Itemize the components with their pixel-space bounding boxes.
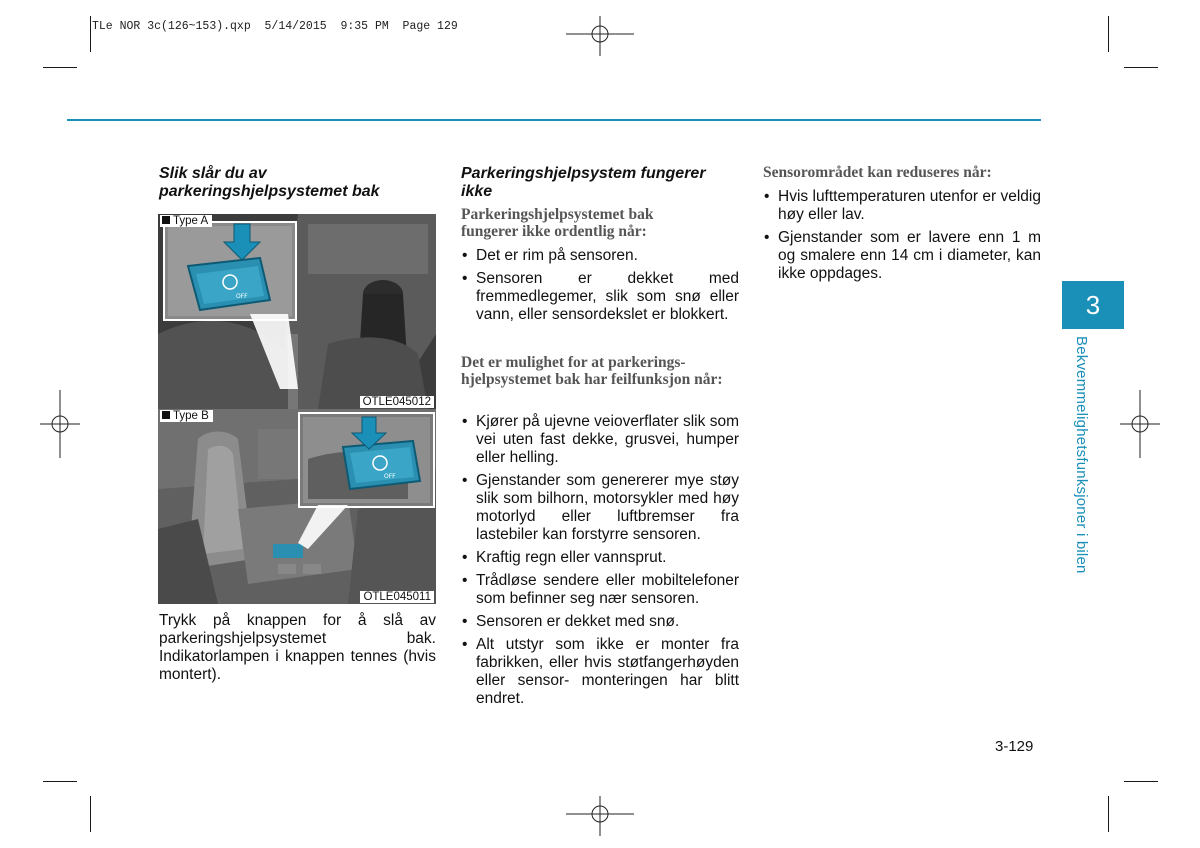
svg-text:OFF: OFF bbox=[384, 473, 396, 480]
crop-mark bbox=[1108, 16, 1109, 52]
list-item: • Kraftig regn eller vannsprut. bbox=[461, 549, 739, 567]
section-heading-malfunction: Parkeringshjelpsystem fungerer ikke bbox=[461, 165, 706, 200]
list-item: • Sensoren er dekket med fremmedlegemer, slik som snø eller vann, eller sensordekslet er blokkert. bbox=[461, 270, 739, 324]
figure-type-label: Type B bbox=[160, 410, 213, 422]
registration-mark-icon bbox=[40, 390, 80, 458]
registration-mark-icon bbox=[566, 796, 634, 836]
list-item: • Sensoren er dekket med snø. bbox=[461, 613, 739, 631]
subheading-malfunction: Det er mulighet for at parkerings- hjelpsystemet bak har feilfunksjon når: bbox=[461, 354, 723, 388]
crop-mark bbox=[1108, 796, 1109, 832]
list-item: • Gjenstander som er lavere enn 1 m og smalere enn 14 cm i diameter, kan ikke oppdages. bbox=[763, 229, 1041, 283]
figure-type-label: Type A bbox=[160, 215, 212, 227]
print-header: TLe NOR 3c(126~153).qxp 5/14/2015 9:35 PM Page 129 bbox=[92, 20, 458, 33]
list-item: • Gjenstander som genererer mye støy slik som bilhorn, motorsykler med høy motorlyd eller luftbremser fra lastebiler kan forstyrre sensoren. bbox=[461, 472, 739, 544]
figure-code: OTLE045012 bbox=[360, 396, 434, 408]
registration-mark-icon bbox=[566, 16, 634, 56]
chapter-number-tab: 3 bbox=[1062, 281, 1124, 329]
figure-type-a bbox=[158, 214, 436, 409]
bullet-list-malfunction bbox=[461, 413, 739, 713]
crop-mark bbox=[1124, 781, 1158, 782]
crop-mark bbox=[90, 16, 91, 52]
console-illustration-b bbox=[158, 409, 436, 604]
section-heading-turn-off: Slik slår du av parkeringshjelpsystemet bak bbox=[159, 165, 380, 200]
list-item: • Trådløse sendere eller mobiltelefoner som befinner seg nær sensoren. bbox=[461, 572, 739, 608]
subheading-not-working: Parkeringshjelpsystemet bak fungerer ikke ordentlig når: bbox=[461, 206, 654, 240]
svg-text:OFF: OFF bbox=[236, 293, 248, 300]
bullet-list-sensor-area bbox=[763, 188, 1041, 288]
list-item: • Hvis lufttemperaturen utenfor er veldig høy eller lav. bbox=[763, 188, 1041, 224]
crop-mark bbox=[43, 67, 77, 68]
page-number: 3-129 bbox=[995, 738, 1034, 755]
chapter-title: Bekvemmelighetsfunksjoner i bilen bbox=[1073, 336, 1090, 574]
instruction-paragraph: Trykk på knappen for å slå av parkeringshjelpsystemet bak. Indikatorlampen i knappen tennes (hvis montert). bbox=[159, 612, 436, 683]
crop-mark bbox=[90, 796, 91, 832]
list-item: • Kjører på ujevne veioverflater slik som vei uten fast dekke, grusvei, humper eller helling. bbox=[461, 413, 739, 467]
top-rule bbox=[67, 119, 1041, 121]
console-illustration-a bbox=[158, 214, 436, 409]
subheading-sensor-area: Sensorområdet kan reduseres når: bbox=[763, 164, 992, 181]
list-item: • Alt utstyr som ikke er monter fra fabrikken, eller hvis støtfangerhøyden eller sensor- monteringen har blitt endret. bbox=[461, 636, 739, 708]
list-item: • Det er rim på sensoren. bbox=[461, 247, 739, 265]
figure-type-b bbox=[158, 409, 436, 604]
registration-mark-icon bbox=[1120, 390, 1160, 458]
crop-mark bbox=[43, 781, 77, 782]
figure-code: OTLE045011 bbox=[360, 591, 434, 603]
bullet-list-not-working bbox=[461, 247, 739, 329]
crop-mark bbox=[1124, 67, 1158, 68]
